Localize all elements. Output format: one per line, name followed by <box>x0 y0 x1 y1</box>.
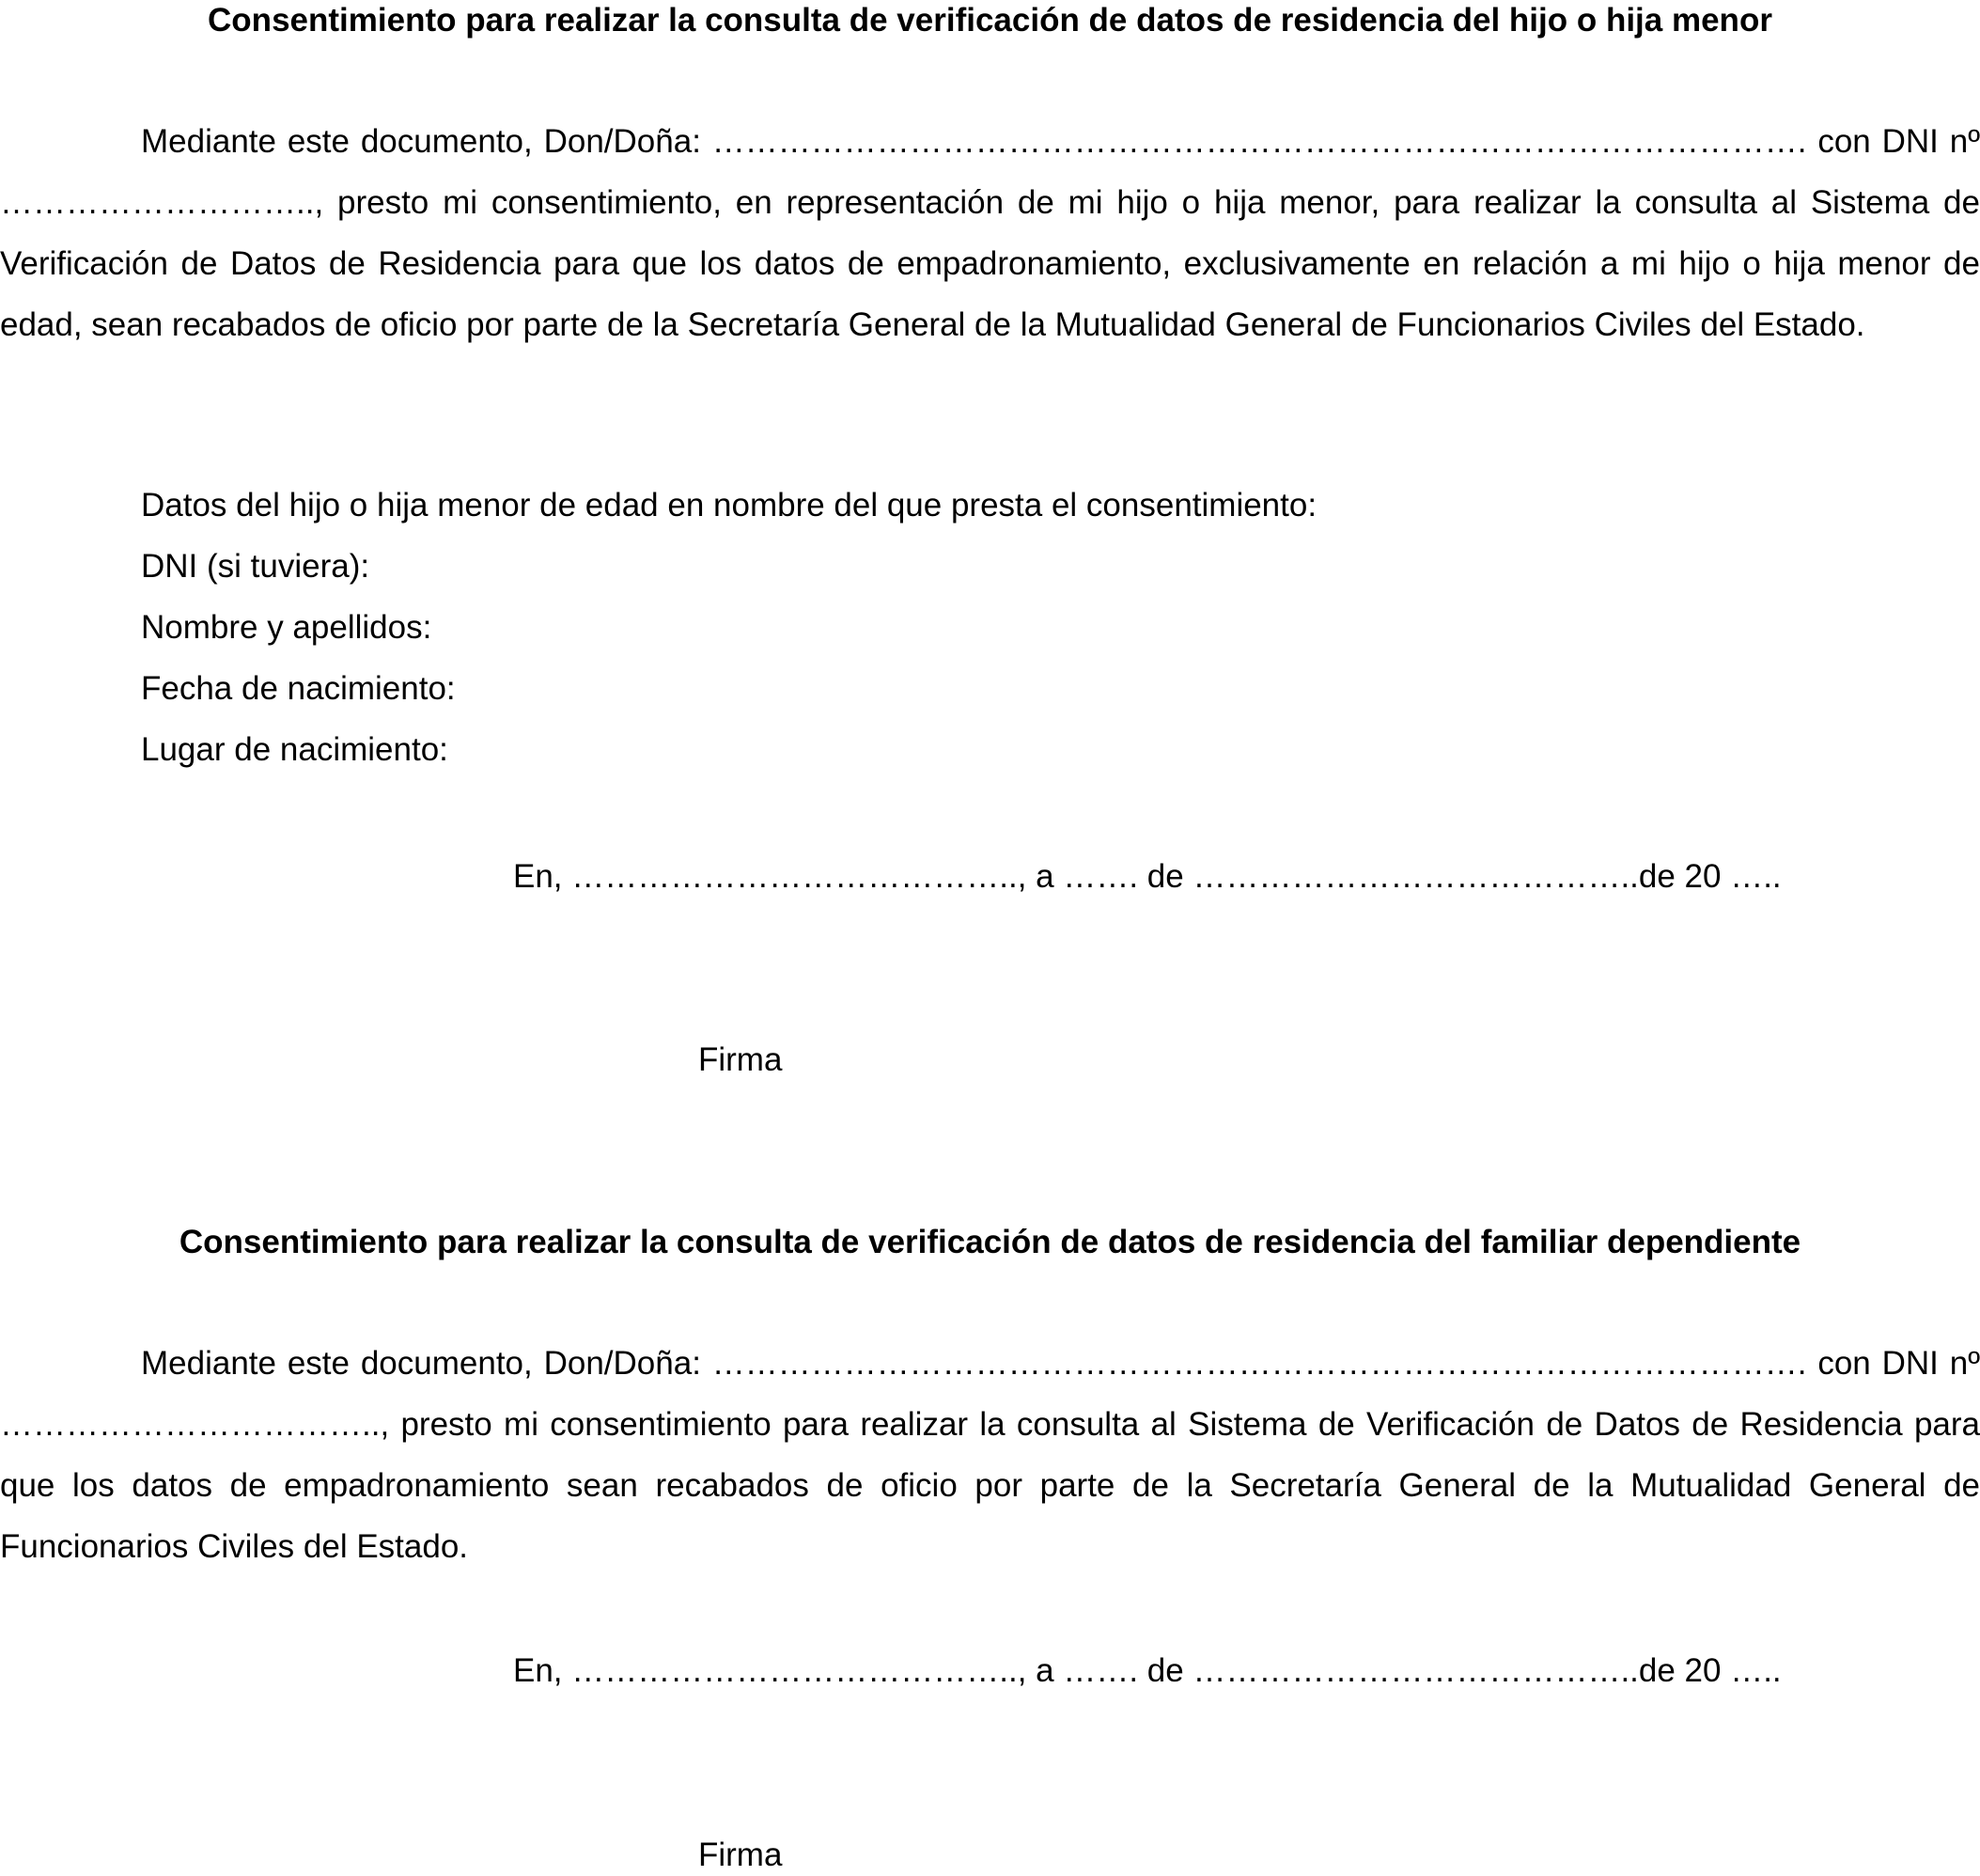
section2-place-date-line: En, ………………………………….., a ……. de …………………………………..de 20 ….. <box>513 1652 1782 1689</box>
child-data-heading: Datos del hijo o hija menor de edad en nombre del que presta el consentimiento: <box>141 487 1317 524</box>
field-lugar-nacimiento: Lugar de nacimiento: <box>141 731 448 768</box>
section1-signature-label: Firma <box>698 1041 783 1078</box>
section2-paragraph: Mediante este documento, Don/Doña: ………………………………………………………………………………………. con DNI nº …………………………….., presto mi consentimiento para realizar la consulta al Sistema de Verificación de Datos de Residencia para que los datos de empadronamiento sean recabados de oficio por parte de la Secretaría General de la Mutualidad General de Funcionarios Civiles del Estado. <box>0 1345 1980 1565</box>
section2-title: Consentimiento para realizar la consulta de verificación de datos de residencia del familiar dependiente <box>179 1224 1801 1260</box>
field-fecha-nacimiento: Fecha de nacimiento: <box>141 670 456 707</box>
section1-title: Consentimiento para realizar la consulta de verificación de datos de residencia del hijo o hija menor <box>208 2 1772 39</box>
field-nombre-apellidos: Nombre y apellidos: <box>141 609 432 646</box>
section1-place-date-line: En, ………………………………….., a ……. de …………………………………..de 20 ….. <box>513 858 1782 895</box>
section1-paragraph: Mediante este documento, Don/Doña: ………………………………………………………………………………………. con DNI nº ……………………….., presto mi consentimiento, en representación de mi hijo o hija menor, para realizar la consulta al Sistema de Verificación de Datos de Residencia para que los datos de empadronamiento, exclusivamente en relación a mi hijo o hija menor de edad, sean recabados de oficio por parte de la Secretaría General de la Mutualidad General de Funcionarios Civiles del Estado. <box>0 123 1980 343</box>
field-dni: DNI (si tuviera): <box>141 548 370 585</box>
section2-signature-label: Firma <box>698 1837 783 1873</box>
